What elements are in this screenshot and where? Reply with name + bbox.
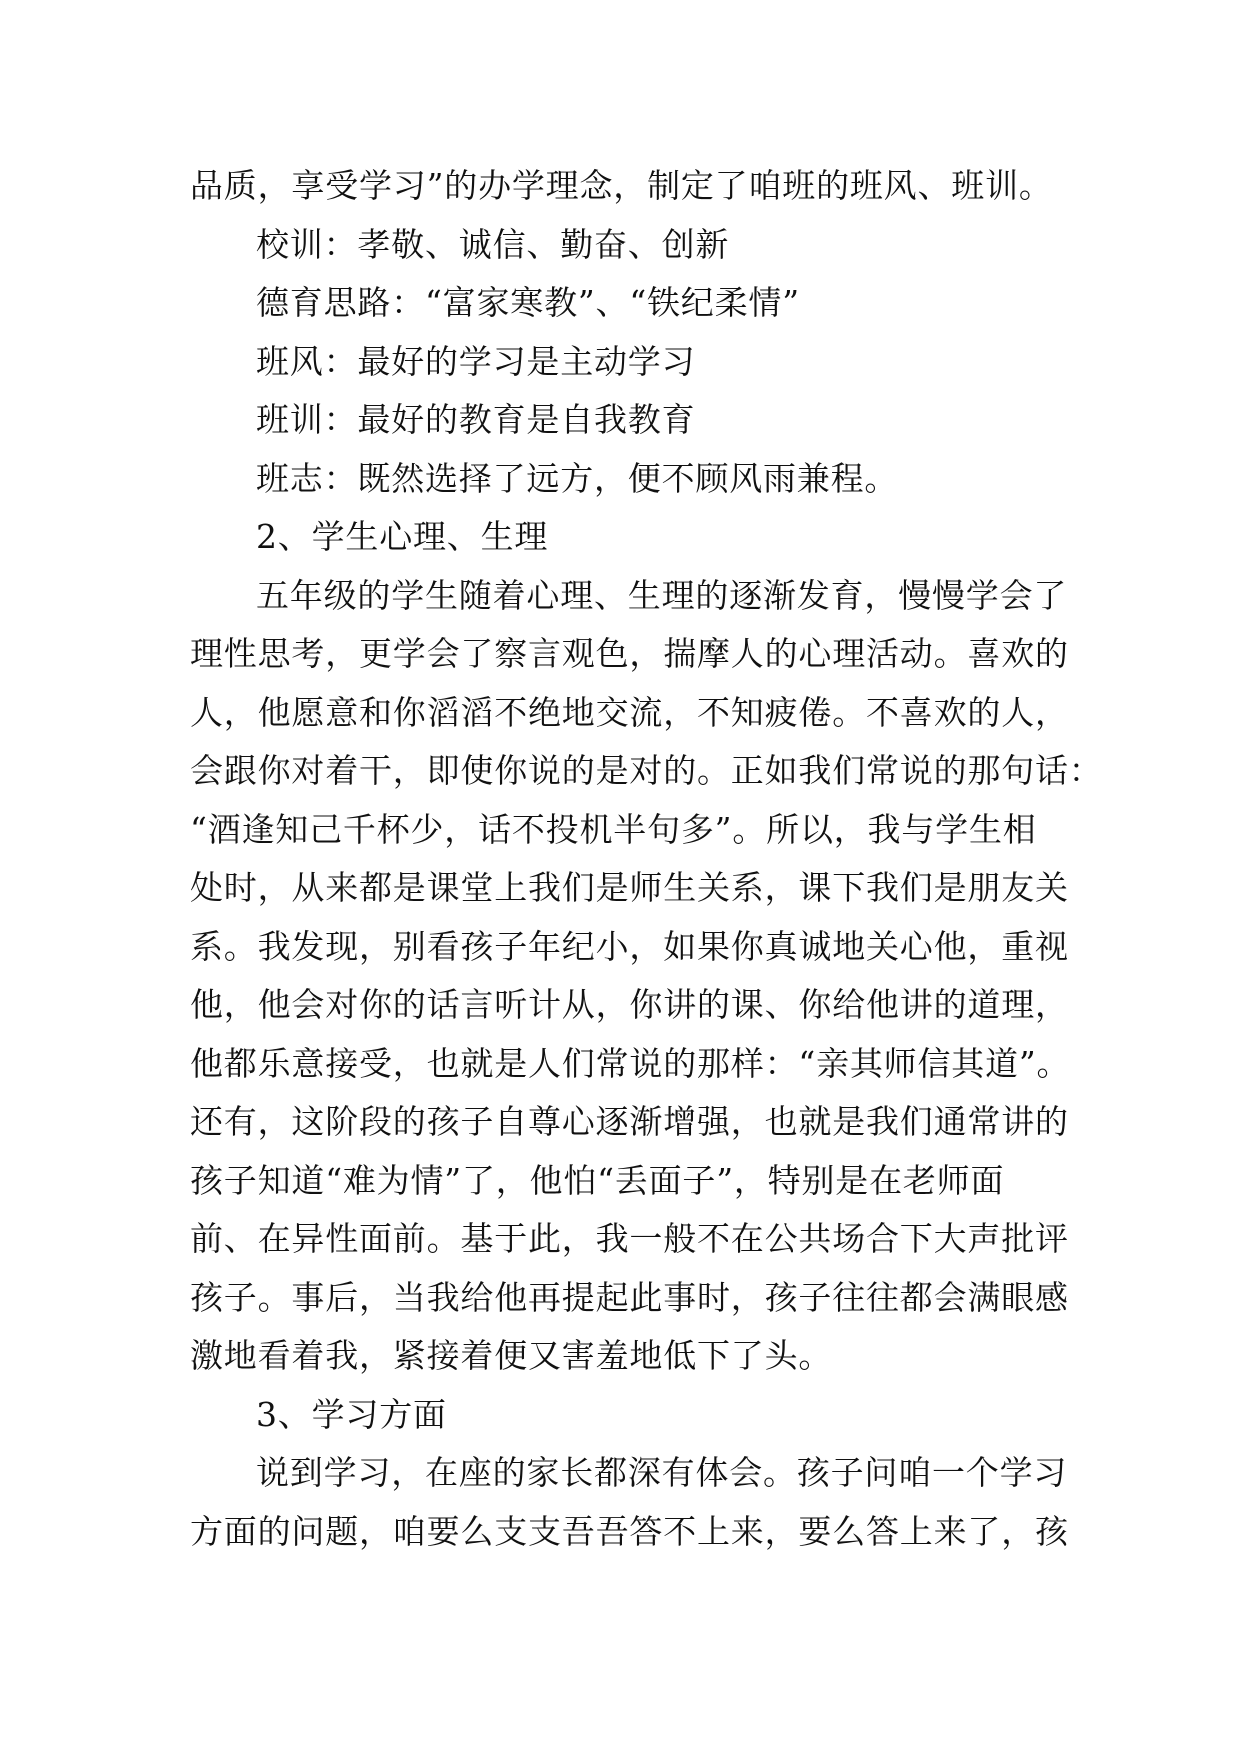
text-line: 前、在异性面前。基于此，我一般不在公共场合下大声批评 [190, 1219, 1069, 1258]
text-line: 方面的问题，咱要么支支吾吾答不上来，要么答上来了，孩 [190, 1511, 1069, 1551]
text-line: 品质，享受学习”的办学理念，制定了咱班的班风、班训。 [190, 166, 1053, 205]
text-line: 人，他愿意和你滔滔不绝地交流，不知疲倦。不喜欢的人， [190, 692, 1069, 732]
document-body-text [190, 157, 1103, 1561]
text-line: 他，他会对你的话言听计从，你讲的课、你给他讲的道理， [190, 985, 1069, 1024]
section-heading: 3、学习方面 [256, 1394, 447, 1434]
text-line: 说到学习，在座的家长都深有体会。孩子问咱一个学习 [256, 1453, 1068, 1492]
text-line: “酒逢知己千杯少，话不投机半句多”。所以，我与学生相 [190, 809, 1037, 849]
text-line: 会跟你对着干，即使你说的是对的。正如我们常说的那句话： [190, 751, 1103, 790]
text-line: 五年级的学生随着心理、生理的逐渐发育，慢慢学会了 [256, 575, 1068, 615]
text-line: 系。我发现，别看孩子年纪小，如果你真诚地关心他，重视 [190, 926, 1069, 966]
text-line: 孩子。事后，当我给他再提起此事时，孩子往往都会满眼感 [190, 1277, 1069, 1317]
text-line: 还有，这阶段的孩子自尊心逐渐增强，也就是我们通常讲的 [190, 1102, 1069, 1141]
text-line: 班风：最好的学习是主动学习 [256, 341, 696, 381]
text-line: 孩子知道“难为情”了，他怕“丢面子”，特别是在老师面 [190, 1160, 1005, 1200]
text-line: 校训：孝敬、诚信、勤奋、创新 [256, 224, 730, 264]
text-line: 德育思路：“富家寒教”、“铁纪柔情” [256, 283, 800, 322]
text-line: 激地看着我，紧接着便又害羞地低下了头。 [190, 1336, 833, 1375]
text-line: 理性思考，更学会了察言观色，揣摩人的心理活动。喜欢的 [190, 634, 1069, 673]
text-line: 他都乐意接受，也就是人们常说的那样：“亲其师信其道”。 [190, 1043, 1071, 1083]
text-line: 班训：最好的教育是自我教育 [256, 400, 696, 439]
text-line: 班志：既然选择了远方，便不顾风雨兼程。 [256, 458, 899, 498]
text-line: 处时，从来都是课堂上我们是师生关系，课下我们是朋友关 [190, 868, 1069, 907]
section-heading: 2、学生心理、生理 [256, 517, 549, 556]
